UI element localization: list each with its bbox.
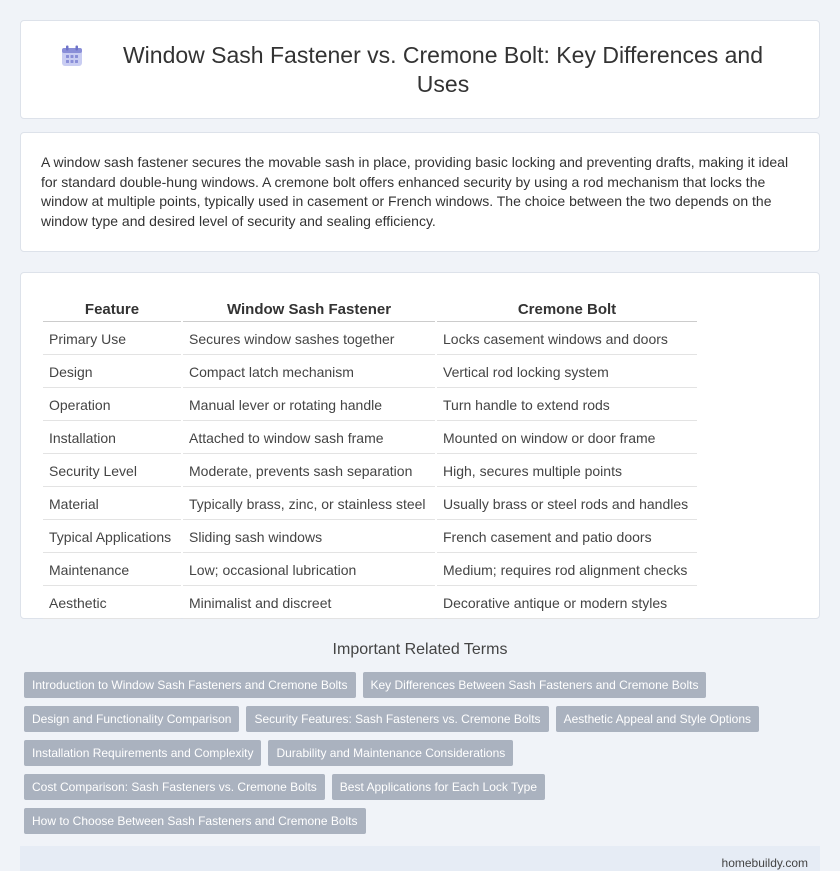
table-row <box>43 324 697 355</box>
table-row <box>43 390 697 421</box>
table-cell: Aesthetic <box>43 588 181 619</box>
table-row <box>43 522 697 553</box>
related-terms-heading: Important Related Terms <box>332 641 508 658</box>
table-header-row <box>43 297 697 322</box>
intro-text: A window sash fastener secures the movable sash in place, providing basic locking and preventing drafts, making it ideal for standard double-hung windows. A cremone bolt offers enhanced security by using a rod mechanism that locks the window at multiple points, typically used in casement or French windows. The choice between the two depends on the window type and desired level of security and sealing efficiency. <box>41 154 789 229</box>
title-card <box>20 20 820 119</box>
related-term-tag[interactable]: Key Differences Between Sash Fasteners and Cremone Bolts <box>363 672 707 698</box>
comparison-card <box>20 272 820 619</box>
related-term-tag[interactable]: Installation Requirements and Complexity <box>24 740 261 766</box>
table-row <box>43 588 697 619</box>
related-term-tag[interactable]: Durability and Maintenance Considerations <box>268 740 513 766</box>
table-cell: Decorative antique or modern styles <box>437 588 697 619</box>
table-cell: Security Level <box>43 456 181 487</box>
page-title: Window Sash Fastener vs. Cremone Bolt: Key Differences and Uses <box>122 41 764 97</box>
table-cell: High, secures multiple points <box>437 456 697 487</box>
table-header: Window Sash Fastener <box>183 297 435 322</box>
table-cell: Medium; requires rod alignment checks <box>437 555 697 586</box>
table-cell: French casement and patio doors <box>437 522 697 553</box>
related-term-tag[interactable]: Security Features: Sash Fasteners vs. Cremone Bolts <box>246 706 548 732</box>
table-cell: Design <box>43 357 181 388</box>
footer-site-link[interactable]: homebuildy.com <box>721 856 808 870</box>
table-cell: Usually brass or steel rods and handles <box>437 489 697 520</box>
table-cell: Installation <box>43 423 181 454</box>
related-term-tag[interactable]: Cost Comparison: Sash Fasteners vs. Cremone Bolts <box>24 774 325 800</box>
table-header: Feature <box>43 297 181 322</box>
table-row <box>43 357 697 388</box>
footer <box>20 846 820 871</box>
table-cell: Primary Use <box>43 324 181 355</box>
table-cell: Material <box>43 489 181 520</box>
table-cell: Compact latch mechanism <box>183 357 435 388</box>
table-cell: Moderate, prevents sash separation <box>183 456 435 487</box>
table-row <box>43 489 697 520</box>
table-row <box>43 555 697 586</box>
table-header: Cremone Bolt <box>437 297 697 322</box>
calendar-icon <box>61 45 83 67</box>
related-term-tag[interactable]: Design and Functionality Comparison <box>24 706 239 732</box>
related-terms-list <box>20 672 820 842</box>
related-term-tag[interactable]: Aesthetic Appeal and Style Options <box>556 706 759 732</box>
related-term-tag[interactable]: Best Applications for Each Lock Type <box>332 774 545 800</box>
table-cell: Vertical rod locking system <box>437 357 697 388</box>
table-row <box>43 456 697 487</box>
table-row <box>43 423 697 454</box>
table-cell: Typical Applications <box>43 522 181 553</box>
table-cell: Manual lever or rotating handle <box>183 390 435 421</box>
table-cell: Minimalist and discreet <box>183 588 435 619</box>
intro-card <box>20 132 820 252</box>
related-term-tag[interactable]: How to Choose Between Sash Fasteners and Cremone Bolts <box>24 808 366 834</box>
comparison-table <box>41 295 699 621</box>
table-cell: Secures window sashes together <box>183 324 435 355</box>
table-cell: Low; occasional lubrication <box>183 555 435 586</box>
related-term-tag[interactable]: Introduction to Window Sash Fasteners and Cremone Bolts <box>24 672 356 698</box>
table-cell: Typically brass, zinc, or stainless steel <box>183 489 435 520</box>
table-cell: Maintenance <box>43 555 181 586</box>
table-cell: Attached to window sash frame <box>183 423 435 454</box>
table-cell: Turn handle to extend rods <box>437 390 697 421</box>
table-cell: Sliding sash windows <box>183 522 435 553</box>
table-cell: Locks casement windows and doors <box>437 324 697 355</box>
table-cell: Operation <box>43 390 181 421</box>
table-cell: Mounted on window or door frame <box>437 423 697 454</box>
